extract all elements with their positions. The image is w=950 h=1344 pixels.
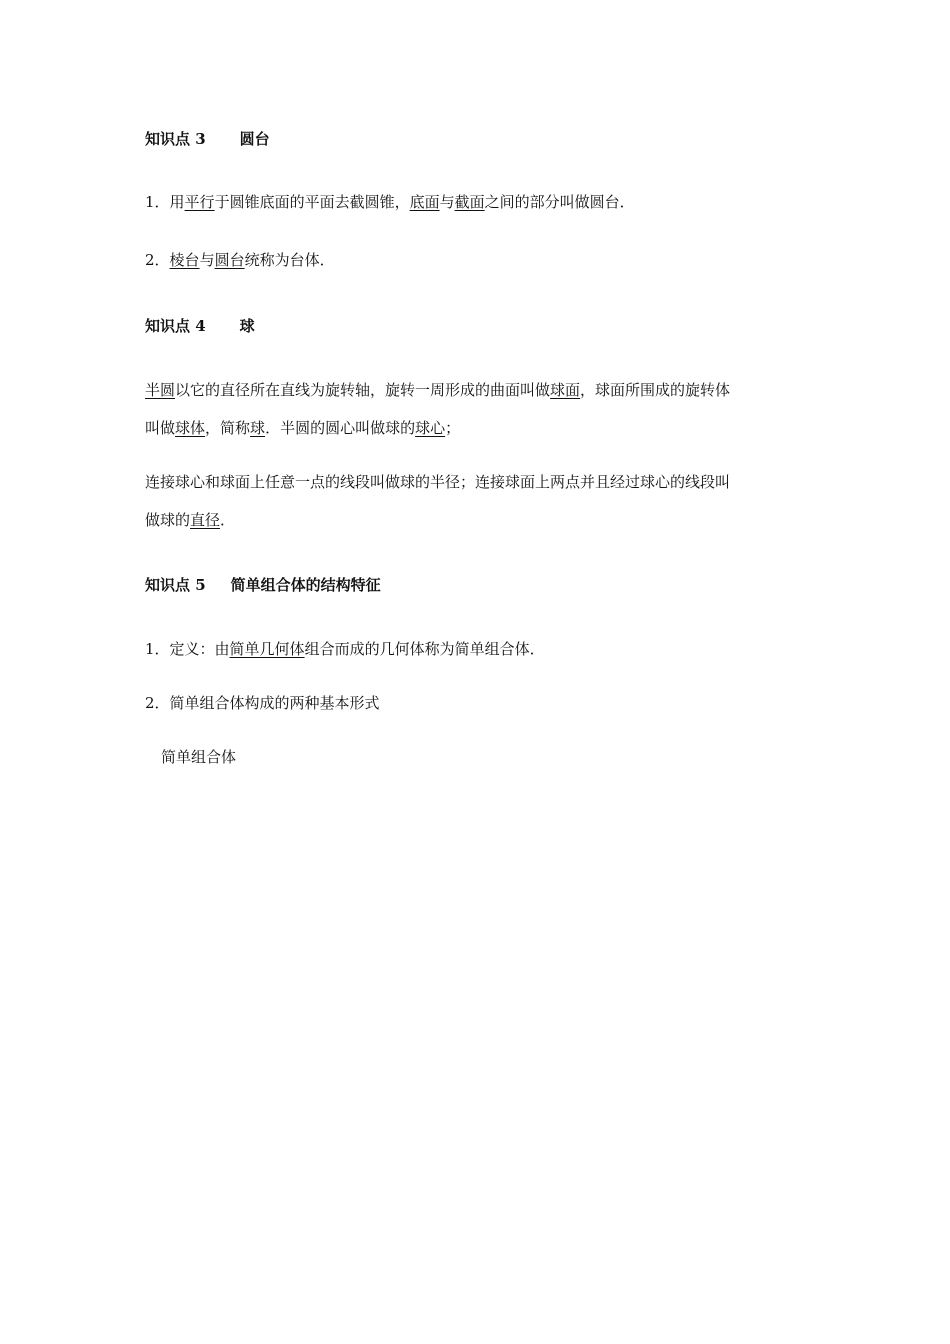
text-run: 之间的部分叫做圆台． — [484, 193, 635, 211]
text-run: 组合而成的几何体称为简单组合体． — [304, 640, 545, 658]
section-title: 简单组合体的结构特征 — [230, 576, 381, 594]
underlined-term: 直径 — [190, 511, 221, 529]
underlined-term: 平行 — [184, 193, 215, 211]
text-run: 做球的 — [145, 511, 191, 529]
underlined-term: 球面 — [550, 381, 581, 399]
underlined-term: 球体 — [175, 419, 206, 437]
section-number: 知识点 3 — [145, 130, 206, 148]
paragraph-radius-line-1 — [145, 472, 730, 492]
paragraph-sphere-line-1 — [145, 380, 730, 400]
text-run: ． — [220, 511, 236, 529]
text-run: 以它的直径所在直线为旋转轴，旋转一周形成的曲面叫做 — [175, 381, 551, 399]
text-run: 2．简单组合体构成的两种基本形式 — [145, 694, 380, 712]
paragraph-frustum-bodies — [145, 250, 335, 270]
underlined-term: 底面 — [409, 193, 440, 211]
underlined-term: 圆台 — [214, 251, 245, 269]
text-run: 统称为台体． — [244, 251, 335, 269]
section-heading-5 — [145, 575, 381, 595]
text-run: 连接球心和球面上任意一点的线段叫做球的半径；连接球面上两点并且经过球心的线段叫 — [145, 473, 731, 491]
section-heading-4 — [145, 316, 255, 336]
underlined-term: 截面 — [454, 193, 485, 211]
text-run: 简单组合体 — [161, 748, 237, 766]
section-number: 知识点 4 — [145, 317, 206, 335]
paragraph-composite-definition — [145, 639, 545, 659]
diagram-label-composite — [161, 747, 236, 767]
section-title: 球 — [239, 317, 255, 335]
section-heading-3 — [145, 129, 270, 149]
section-number: 知识点 5 — [145, 576, 206, 594]
paragraph-radius-line-2 — [145, 510, 235, 530]
section-title: 圆台 — [239, 130, 270, 148]
underlined-term: 半圆 — [145, 381, 176, 399]
underlined-term: 球心 — [415, 419, 446, 437]
text-run: 1．用 — [145, 193, 185, 211]
paragraph-composite-forms — [145, 693, 380, 713]
paragraph-sphere-line-2 — [145, 418, 460, 438]
underlined-term: 简单几何体 — [229, 640, 305, 658]
text-run: ．半圆的圆心叫做球的 — [265, 419, 416, 437]
text-run: ，简称 — [205, 419, 251, 437]
text-run: ； — [445, 419, 461, 437]
text-run: 与 — [199, 251, 215, 269]
underlined-term: 棱台 — [169, 251, 200, 269]
text-run: 1．定义：由 — [145, 640, 230, 658]
paragraph-frustum-definition — [145, 192, 635, 212]
text-run: 与 — [439, 193, 455, 211]
underlined-term: 球 — [250, 419, 266, 437]
text-run: 叫做 — [145, 419, 176, 437]
text-run: 2． — [145, 251, 170, 269]
text-run: ，球面所围成的旋转体 — [580, 381, 731, 399]
text-run: 于圆锥底面的平面去截圆锥， — [214, 193, 410, 211]
